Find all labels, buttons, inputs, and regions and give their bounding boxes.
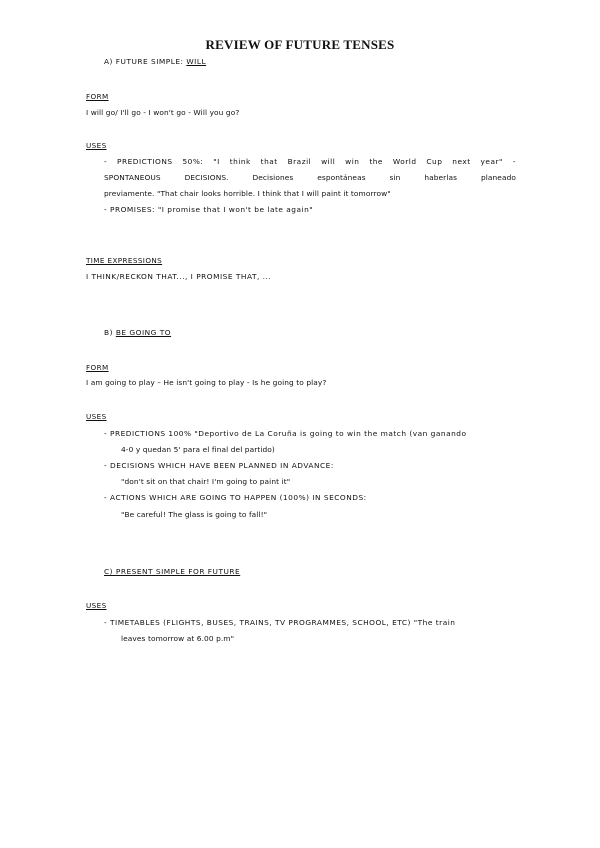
section-b-use-line-2: 4-0 y quedan 5' para el final del partido) [121,445,275,454]
section-c-heading: C) PRESENT SIMPLE FOR FUTURE [104,567,241,576]
section-a-use-line-2: SPONTANEOUS DECISIONS. Decisiones espontáneas sin haberlas planeado [104,173,516,182]
section-b-use-line-6: "Be careful! The glass is going to fall!" [121,510,268,519]
section-b-use-line-1: - PREDICTIONS 100% "Deportivo de La Coruña is going to win the match (van ganando [104,429,467,438]
section-b-use-line-5: - ACTIONS WHICH ARE GOING TO HAPPEN (100%) IN SECONDS: [104,493,367,502]
section-a-use-line-4: - PROMISES: "I promise that I won't be late again" [104,205,314,214]
section-a-term: WILL [186,57,207,66]
section-b-prefix: B) [104,328,116,337]
section-c-uses-label: USES [86,601,107,610]
section-a-heading [104,57,206,66]
section-a-use-line-1: - PREDICTIONS 50%: "I think that Brazil will win the World Cup next year" - [104,157,516,166]
section-a-form-label: FORM [86,92,109,101]
section-a-time-label: TIME EXPRESSIONS [86,256,163,265]
section-a-form-text: I will go/ I'll go - I won't go - Will you go? [86,108,240,117]
section-b-uses-label: USES [86,412,107,421]
section-c-use-line-1: - TIMETABLES (FLIGHTS, BUSES, TRAINS, TV PROGRAMMES, SCHOOL, ETC) "The train [104,618,456,627]
section-b-use-line-3: - DECISIONS WHICH HAVE BEEN PLANNED IN ADVANCE: [104,461,334,470]
section-a-uses-label: USES [86,141,107,150]
section-b-form-label: FORM [86,363,109,372]
section-a-prefix: A) FUTURE SIMPLE: [104,57,187,66]
section-b-term: BE GOING TO [115,328,172,337]
page-title: REVIEW OF FUTURE TENSES [205,37,395,52]
section-b-use-line-4: "don't sit on that chair! I'm going to paint it" [121,477,291,486]
section-a-use-line-3: previamente. "That chair looks horrible. I think that I will paint it tomorrow" [104,189,391,198]
section-a-time-text: I THINK/RECKON THAT..., I PROMISE THAT, ... [86,272,272,281]
section-b-heading [104,328,171,337]
section-c-use-line-2: leaves tomorrow at 6.00 p.m" [121,634,235,643]
section-b-form-text: I am going to play – He isn't going to play - Is he going to play? [86,378,327,387]
